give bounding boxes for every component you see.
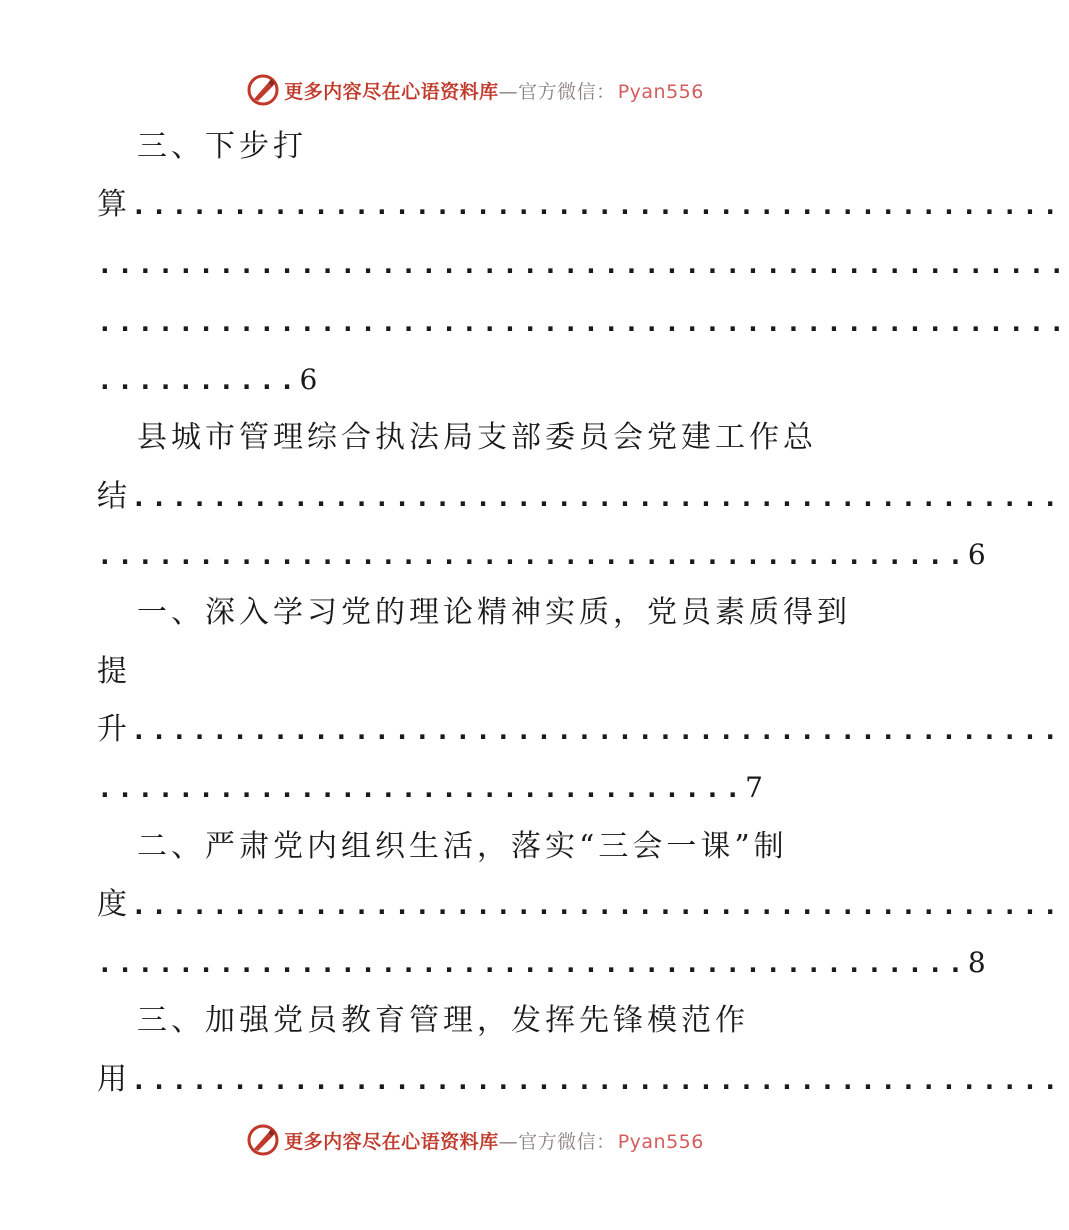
toc-line xyxy=(97,118,842,176)
toc-entry-text: 升 xyxy=(97,711,131,747)
toc-line xyxy=(97,759,842,817)
toc-entry-text: 二、严肃党内组织生活，落实“三会一课”制 xyxy=(137,828,788,864)
toc-entry-text: 三、下步打 xyxy=(137,129,307,164)
toc-leader-dots: ................................................ xyxy=(97,307,1069,338)
toc-line xyxy=(97,992,842,1050)
table-of-contents xyxy=(97,118,1069,1109)
toc-line xyxy=(97,934,986,992)
toc-page-number: 6 xyxy=(967,538,986,572)
toc-leader-dots: .............................................. xyxy=(131,482,1063,513)
toc-leader-dots: ................................................ xyxy=(97,249,1069,280)
toc-entry-text: 度 xyxy=(97,886,131,922)
toc-line xyxy=(97,235,1069,293)
toc-entry-text: 三、加强党员教育管理，发挥先锋模范作 xyxy=(137,1003,749,1039)
toc-page-number: 7 xyxy=(745,771,763,805)
toc-leader-dots: .............................................. xyxy=(131,890,1063,921)
toc-line xyxy=(97,584,851,642)
toc-leader-dots: ................................ xyxy=(97,774,746,805)
toc-entry-text: 算 xyxy=(97,187,131,223)
toc-page-number: 8 xyxy=(967,946,986,980)
toc-entry-text: 一、深入学习党的理论精神实质，党员素质得到 xyxy=(137,595,851,631)
toc-leader-dots: ........................................... xyxy=(97,949,968,980)
toc-page-number: 6 xyxy=(299,363,318,397)
watermark-footer xyxy=(0,1120,950,1160)
toc-line xyxy=(97,876,1063,934)
toc-line xyxy=(97,701,1063,759)
toc-leader-dots: ........................................... xyxy=(97,541,968,572)
toc-entry-text: 县城市管理综合执法局支部委员会党建工作总 xyxy=(137,420,817,456)
toc-line xyxy=(97,526,986,584)
toc-line xyxy=(97,176,1063,234)
watermark-header xyxy=(0,70,950,110)
toc-leader-dots: .............................................. xyxy=(131,1065,1063,1096)
toc-line xyxy=(97,468,1063,526)
toc-line xyxy=(97,818,842,876)
toc-line xyxy=(97,1051,1063,1109)
toc-entry-text: 提 xyxy=(97,653,131,689)
toc-line xyxy=(97,293,1069,351)
toc-leader-dots: .......... xyxy=(97,366,300,397)
toc-line xyxy=(97,409,842,467)
pen-logo-icon xyxy=(246,1123,280,1157)
toc-line xyxy=(97,643,842,701)
watermark-text: 更多内容尽在心语资料库—官方微信： Pyan556 xyxy=(284,1130,704,1153)
pen-logo-icon xyxy=(246,73,280,107)
watermark-text: 更多内容尽在心语资料库—官方微信： Pyan556 xyxy=(284,80,704,103)
toc-entry-text: 用 xyxy=(97,1061,131,1097)
toc-leader-dots: .............................................. xyxy=(131,191,1063,222)
toc-leader-dots: .............................................. xyxy=(131,715,1063,746)
toc-line xyxy=(97,351,842,409)
toc-entry-text: 结 xyxy=(97,478,131,514)
